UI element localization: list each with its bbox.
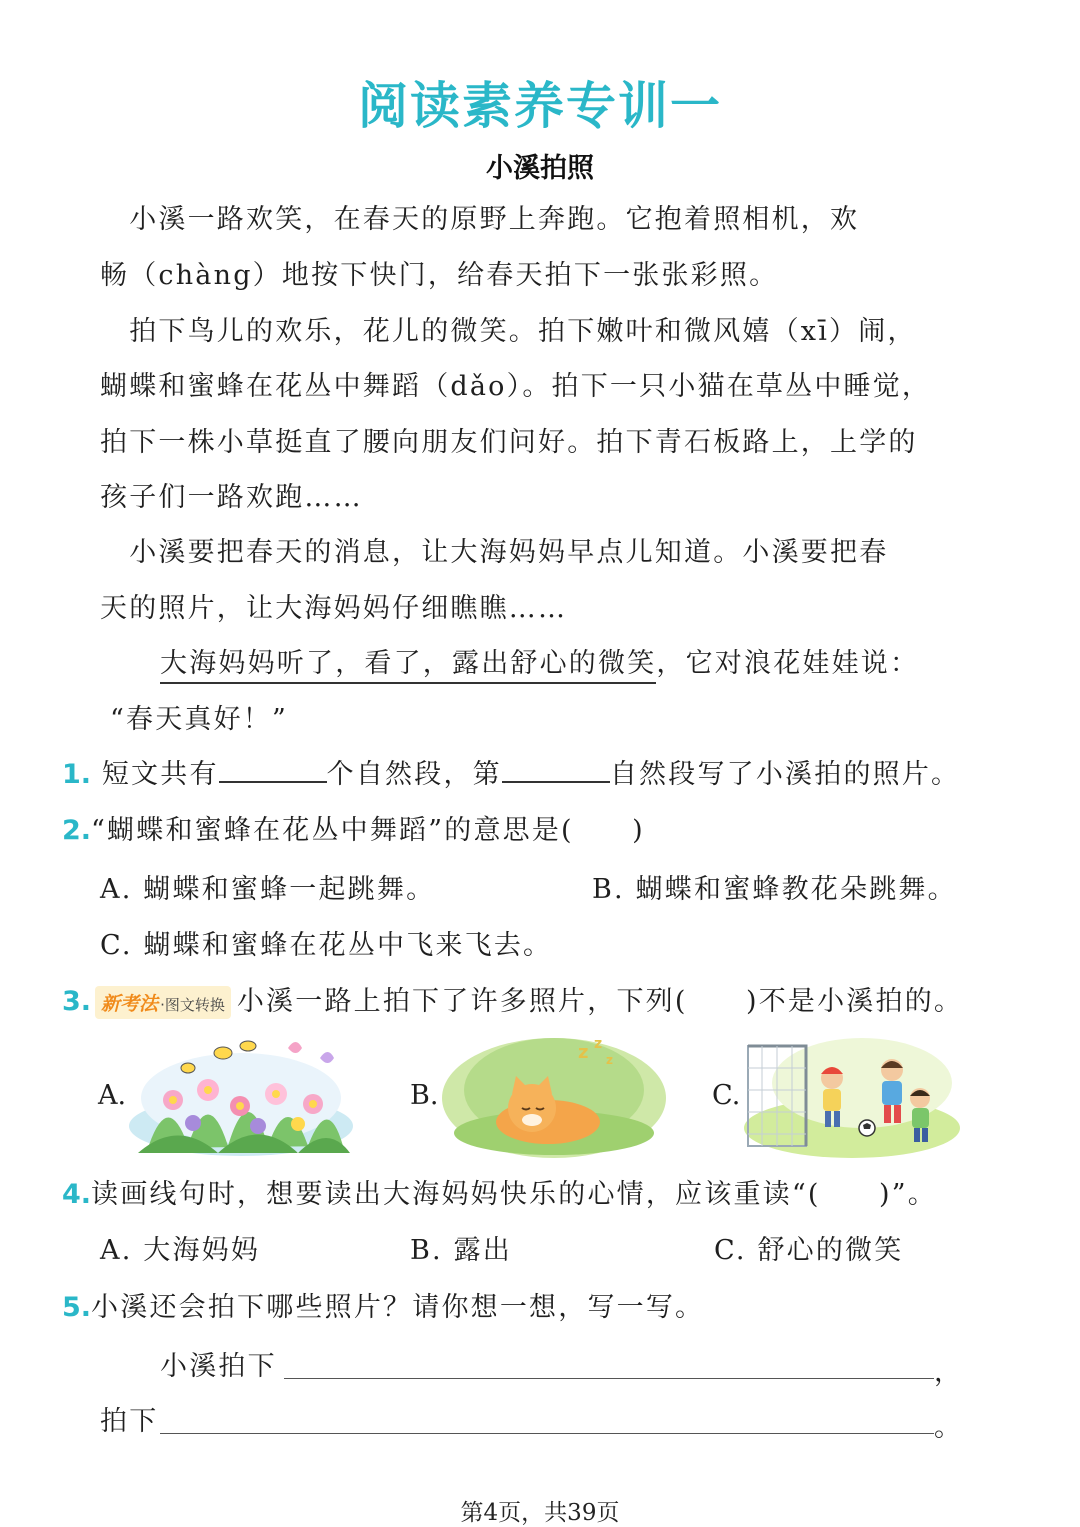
tag-text: ·图文转换 <box>160 996 225 1014</box>
answer-line-end: ， <box>934 1357 964 1388</box>
question-number: 5. <box>62 1292 92 1323</box>
image-label-b: B. <box>410 1080 439 1111</box>
sleeping-cat-picture[interactable] <box>440 1028 668 1158</box>
question-1 <box>62 752 960 791</box>
question-text: 自然段写了小溪拍的照片。 <box>609 759 961 790</box>
question-number: 3. <box>62 986 92 1017</box>
option-c[interactable]: C. 舒心的微笑 <box>714 1235 904 1266</box>
answer-prefix-2: 拍下 <box>100 1406 159 1437</box>
story-line: 孩子们一路欢跑…… <box>100 482 363 513</box>
page-title: 阅读素养专训一 <box>358 77 722 135</box>
story-line: 天的照片，让大海妈妈仔细瞧瞧…… <box>100 593 568 624</box>
answer-line-1[interactable] <box>284 1348 934 1379</box>
sentence-rest: ，它对浪花娃娃说： <box>656 648 920 679</box>
question-3 <box>62 979 963 1019</box>
question-text: 个自然段，第 <box>326 759 502 790</box>
option-a[interactable]: A. 大海妈妈 <box>100 1235 261 1266</box>
flowers-bees-picture[interactable] <box>128 1028 354 1158</box>
story-line: 蝴蝶和蜜蜂在花丛中舞蹈（dǎo）。拍下一只小猫在草丛中睡觉， <box>100 371 932 402</box>
image-label-a: A. <box>98 1080 127 1111</box>
option-b[interactable]: B. 蝴蝶和蜜蜂教花朵跳舞。 <box>592 874 957 905</box>
answer-blank[interactable] <box>502 755 610 783</box>
answer-prefix-1: 小溪拍下 <box>160 1351 277 1382</box>
children-football-picture[interactable] <box>742 1028 962 1158</box>
option-c[interactable]: C. 蝴蝶和蜜蜂在花丛中飞来飞去。 <box>100 930 553 961</box>
option-a[interactable]: A. 蝴蝶和蜜蜂一起跳舞。 <box>100 874 436 905</box>
answer-line-end: 。 <box>934 1412 964 1443</box>
svg-text:z: z <box>594 1036 603 1052</box>
story-line: 小溪一路欢笑，在春天的原野上奔跑。它抱着照相机，欢 <box>100 204 860 235</box>
image-label-c: C. <box>712 1080 741 1111</box>
underlined-sentence-line <box>160 641 919 680</box>
tag-new: 新考法 <box>101 993 159 1015</box>
question-number: 2. <box>62 815 92 846</box>
story-line: 小溪要把春天的消息，让大海妈妈早点儿知道。小溪要把春 <box>100 537 889 568</box>
answer-line-2[interactable] <box>160 1403 934 1434</box>
question-text: “蝴蝶和蜜蜂在花丛中舞蹈”的意思是( ) <box>91 815 645 846</box>
underlined-sentence: 大海妈妈听了，看了，露出舒心的微笑 <box>160 648 656 684</box>
svg-text:z: z <box>578 1042 589 1063</box>
question-4 <box>62 1172 937 1211</box>
option-b[interactable]: B. 露出 <box>410 1235 513 1266</box>
question-text: 短文共有 <box>101 759 219 790</box>
question-text: 小溪一路上拍下了许多照片，下列( )不是小溪拍的。 <box>236 986 964 1017</box>
question-number: 1. <box>62 759 92 790</box>
question-text: 小溪还会拍下哪些照片？请你想一想，写一写。 <box>91 1292 705 1323</box>
story-line: 拍下一株小草挺直了腰向朋友们问好。拍下青石板路上，上学的 <box>100 427 918 458</box>
question-text: 读画线句时，想要读出大海妈妈快乐的心情，应该重读“( )”。 <box>91 1179 937 1210</box>
story-title: 小溪拍照 <box>486 153 594 184</box>
question-number: 4. <box>62 1179 92 1210</box>
page-number: 第4页，共39页 <box>460 1500 620 1526</box>
svg-text:z: z <box>606 1053 613 1067</box>
new-exam-tag <box>95 986 231 1019</box>
story-line: 畅（chàng）地按下快门，给春天拍下一张张彩照。 <box>100 260 779 291</box>
question-5 <box>62 1285 704 1324</box>
story-line: 拍下鸟儿的欢乐，花儿的微笑。拍下嫩叶和微风嬉（xī）闹， <box>100 316 917 347</box>
answer-blank[interactable] <box>219 755 327 783</box>
story-line: “春天真好！” <box>110 704 289 735</box>
question-2 <box>62 808 645 847</box>
